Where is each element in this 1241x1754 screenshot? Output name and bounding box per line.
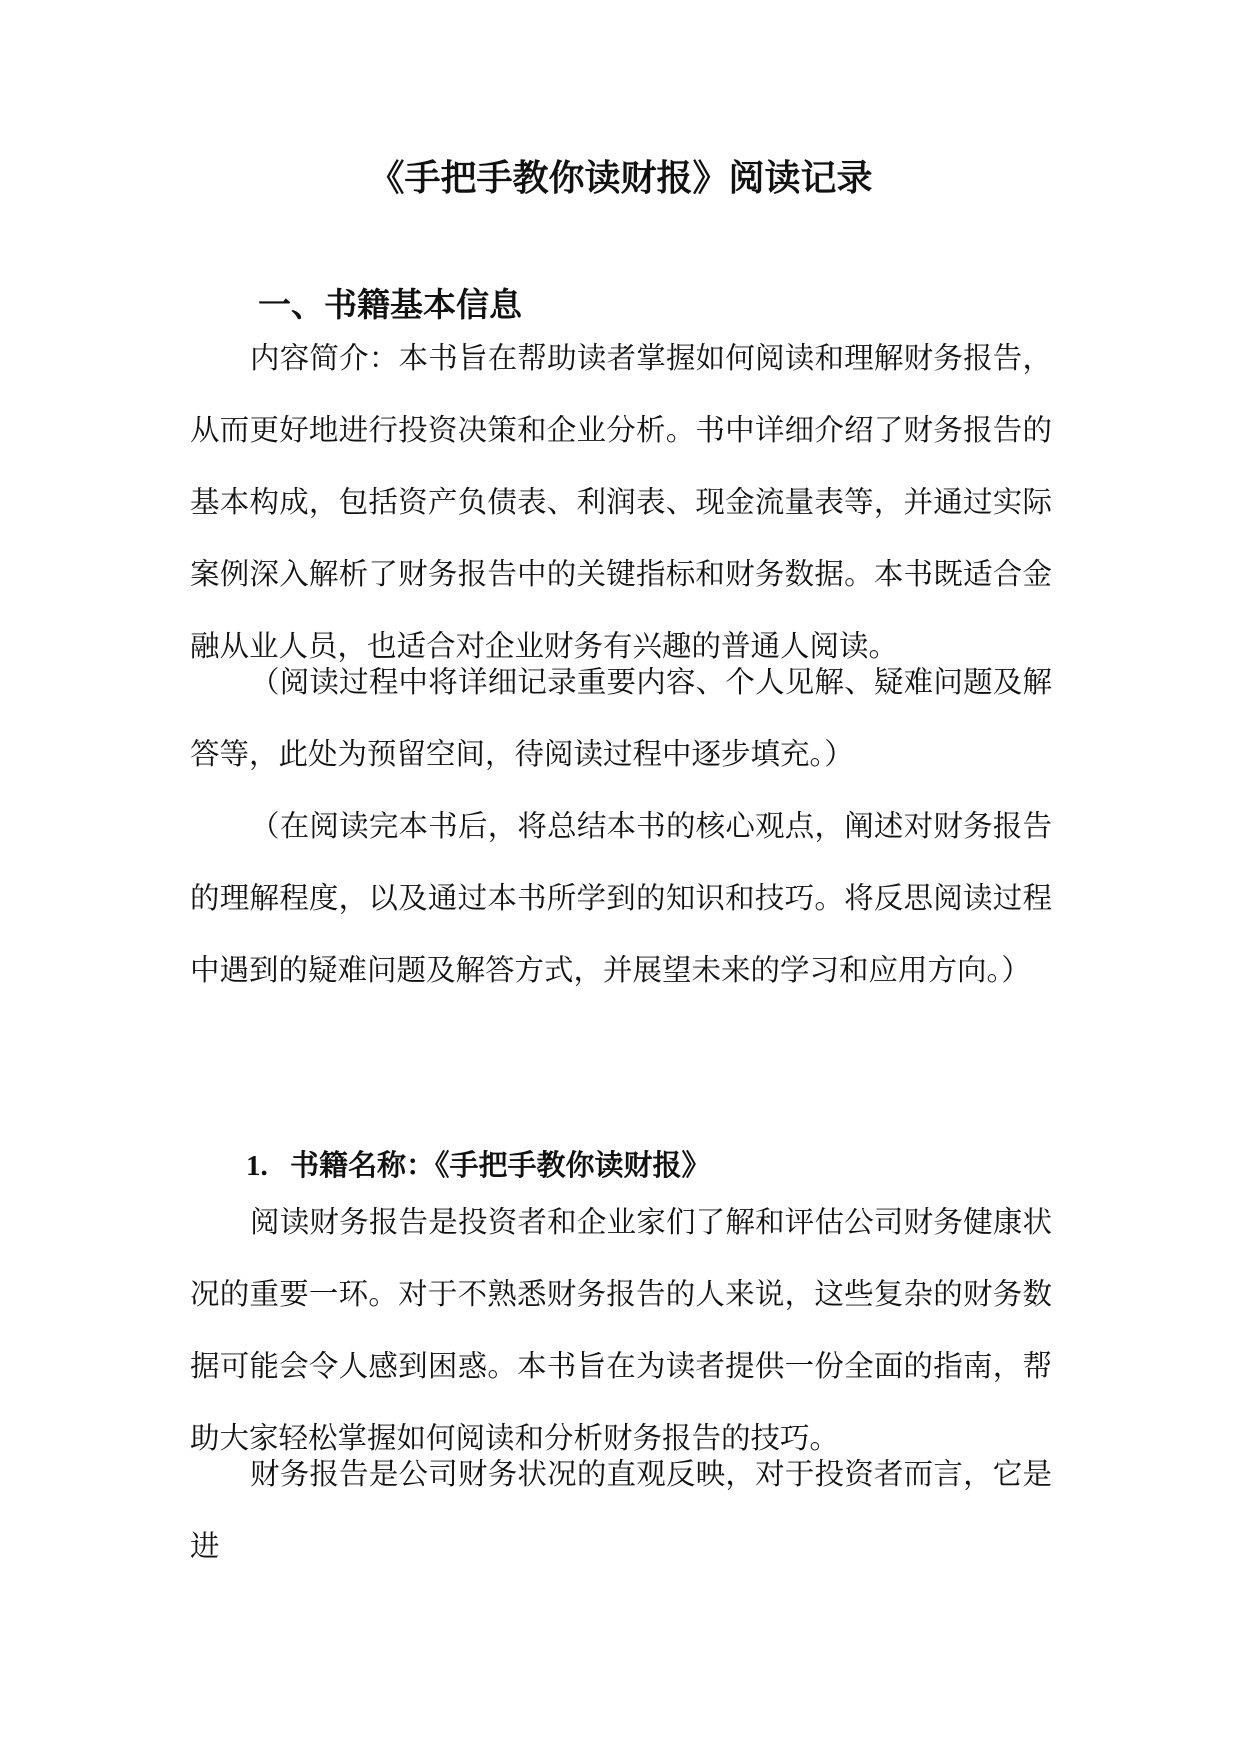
subsection-number: 1. <box>246 1150 268 1182</box>
paragraph-reading-notes-placeholder: （阅读过程中将详细记录重要内容、个人见解、疑难问题及解答等，此处为预留空间，待阅读过程中逐步填充。） <box>190 665 1052 771</box>
subsection-heading-text: 书籍名称：《手把手教你读财报》 <box>290 1148 711 1182</box>
document-title: 《手把手教你读财报》阅读记录 <box>368 157 873 199</box>
paragraph-summary-placeholder: （在阅读完本书后，将总结本书的核心观点，阐述对财务报告的理解程度，以及通过本书所学到的知识和技巧。将反思阅读过程中遇到的疑难问题及解答方式，并展望未来的学习和应用方向。） <box>190 809 1052 987</box>
paragraph-financial-report: 财务报告是公司财务状况的直观反映，对于投资者而言，它是进 <box>190 1457 1052 1563</box>
section-heading-basic-info: 一、书籍基本信息 <box>258 285 522 324</box>
paragraph-content-summary: 内容简介：本书旨在帮助读者掌握如何阅读和理解财务报告，从而更好地进行投资决策和企业分析。书中详细介绍了财务报告的基本构成，包括资产负债表、利润表、现金流量表等，并通过实际案例深入解析了财务报告中的关键指标和财务数据。本书既适合金融从业人员，也适合对企业财务有兴趣的普通人阅读。 <box>190 341 1052 663</box>
paragraph-intro: 阅读财务报告是投资者和企业家们了解和评估公司财务健康状况的重要一环。对于不熟悉财务报告的人来说，这些复杂的财务数据可能会令人感到困惑。本书旨在为读者提供一份全面的指南，帮助大家轻松掌握如何阅读和分析财务报告的技巧。 <box>190 1205 1052 1455</box>
subsection-heading-book-name <box>246 1140 711 1191</box>
